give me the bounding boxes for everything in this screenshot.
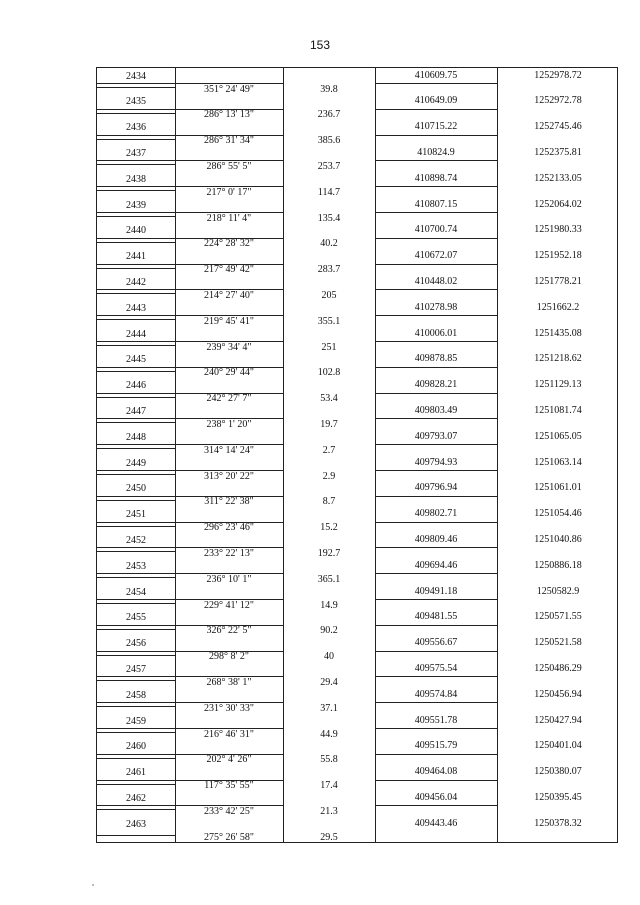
- row-divider: [97, 680, 175, 681]
- y-coordinate: 1252064.02: [534, 198, 582, 210]
- x-coordinate: 409556.67: [414, 637, 458, 649]
- row-divider: [375, 599, 497, 600]
- distance: 40.2: [320, 238, 338, 250]
- point-number: 2448: [126, 431, 146, 443]
- distance: 385.6: [317, 135, 341, 147]
- scan-artifact: [92, 884, 94, 886]
- distance: 192.7: [317, 547, 341, 559]
- point-number: 2462: [126, 792, 146, 804]
- distance: 283.7: [317, 264, 341, 276]
- direction-angle: 202° 4' 26": [206, 754, 252, 766]
- row-divider: [97, 706, 175, 707]
- direction-angle: 117° 35' 55": [204, 780, 254, 792]
- y-coordinate: 1251980.33: [534, 224, 582, 236]
- row-divider: [375, 315, 497, 316]
- y-coordinate: 1250395.45: [534, 791, 582, 803]
- point-number: 2435: [126, 96, 146, 108]
- row-divider: [97, 87, 175, 88]
- x-coordinate: 409464.08: [414, 766, 458, 778]
- row-divider: [375, 289, 497, 290]
- direction-angle: 311° 22' 38": [204, 496, 254, 508]
- column-divider: [283, 68, 284, 842]
- direction-angle: 240° 29' 44": [204, 367, 254, 379]
- direction-angle: 268° 38' 1": [206, 676, 252, 688]
- point-number: 2455: [126, 612, 146, 624]
- column-divider: [497, 68, 498, 842]
- y-coordinate: 1251081.74: [534, 404, 582, 416]
- row-divider: [375, 470, 497, 471]
- row-divider: [97, 629, 175, 630]
- y-coordinate: 1250456.94: [534, 688, 582, 700]
- row-divider: [375, 135, 497, 136]
- point-number: 2451: [126, 509, 146, 521]
- distance: 39.8: [320, 83, 338, 95]
- distance: 236.7: [317, 109, 341, 121]
- distance: 114.7: [317, 186, 341, 198]
- y-coordinate: 1250571.55: [534, 611, 582, 623]
- x-coordinate: 409803.49: [414, 404, 458, 416]
- direction-angle: 275° 26' 58": [204, 831, 254, 843]
- row-divider: [375, 547, 497, 548]
- row-divider: [97, 190, 175, 191]
- row-divider: [97, 500, 175, 501]
- y-coordinate: 1251435.08: [534, 327, 582, 339]
- row-divider: [97, 268, 175, 269]
- distance: 37.1: [320, 702, 338, 714]
- row-divider: [375, 367, 497, 368]
- column-divider: [375, 68, 376, 842]
- row-divider: [97, 113, 175, 114]
- distance: 355.1: [317, 315, 341, 327]
- distance: 21.3: [320, 805, 338, 817]
- direction-angle: 239° 34' 4": [206, 341, 252, 353]
- y-coordinate: 1250886.18: [534, 559, 582, 571]
- x-coordinate: 409694.46: [414, 559, 458, 571]
- x-coordinate: 409794.93: [414, 456, 458, 468]
- x-coordinate: 410700.74: [414, 224, 458, 236]
- direction-angle: 298° 8' 2": [209, 651, 249, 663]
- row-divider: [97, 397, 175, 398]
- row-divider: [375, 805, 497, 806]
- x-coordinate: 409796.94: [414, 482, 458, 494]
- point-number: 2443: [126, 302, 146, 314]
- row-divider: [97, 422, 175, 423]
- y-coordinate: 1251054.46: [534, 508, 582, 520]
- distance: 90.2: [320, 625, 338, 637]
- distance: 8.7: [322, 496, 336, 508]
- row-divider: [97, 371, 175, 372]
- point-number: 2456: [126, 638, 146, 650]
- row-divider: [97, 164, 175, 165]
- point-number: 2463: [126, 818, 146, 830]
- point-number: 2441: [126, 251, 146, 263]
- row-divider: [97, 242, 175, 243]
- direction-angle: 242° 27' 7": [206, 393, 252, 405]
- y-coordinate: 1250582.9: [536, 585, 580, 597]
- direction-angle: 231° 30' 33": [204, 702, 254, 714]
- row-divider: [97, 655, 175, 656]
- y-coordinate: 1250427.94: [534, 714, 582, 726]
- row-divider: [375, 754, 497, 755]
- row-divider: [375, 160, 497, 161]
- distance: 135.4: [317, 212, 341, 224]
- x-coordinate: 410448.02: [414, 275, 458, 287]
- row-divider: [375, 522, 497, 523]
- row-divider: [375, 625, 497, 626]
- distance: 2.7: [322, 444, 336, 456]
- direction-angle: 216° 46' 31": [204, 728, 254, 740]
- direction-angle: 229° 41' 12": [204, 599, 254, 611]
- x-coordinate: 409551.78: [414, 714, 458, 726]
- x-coordinate: 410672.07: [414, 250, 458, 262]
- row-divider: [97, 448, 175, 449]
- y-coordinate: 1251040.86: [534, 533, 582, 545]
- x-coordinate: 409828.21: [414, 379, 458, 391]
- direction-angle: 218° 11' 4": [206, 212, 252, 224]
- point-number: 2452: [126, 534, 146, 546]
- row-divider: [375, 496, 497, 497]
- direction-angle: 286° 55' 5": [206, 160, 252, 172]
- distance: 2.9: [322, 470, 336, 482]
- y-coordinate: 1252745.46: [534, 121, 582, 133]
- row-divider: [375, 418, 497, 419]
- y-coordinate: 1252133.05: [534, 172, 582, 184]
- point-number: 2444: [126, 328, 146, 340]
- row-divider: [375, 702, 497, 703]
- row-divider: [375, 444, 497, 445]
- row-divider: [375, 393, 497, 394]
- direction-angle: 238° 1' 20": [206, 418, 252, 430]
- distance: 29.4: [320, 676, 338, 688]
- y-coordinate: 1251662.2: [536, 301, 580, 313]
- row-divider: [375, 728, 497, 729]
- y-coordinate: 1250378.32: [534, 817, 582, 829]
- y-coordinate: 1252978.72: [534, 69, 582, 81]
- y-coordinate: 1251778.21: [534, 275, 582, 287]
- direction-angle: 233° 22' 13": [204, 547, 254, 559]
- distance: 102.8: [317, 367, 341, 379]
- row-divider: [375, 264, 497, 265]
- x-coordinate: 409443.46: [414, 817, 458, 829]
- distance: 14.9: [320, 599, 338, 611]
- direction-angle: 214° 27' 40": [204, 289, 254, 301]
- x-coordinate: 410898.74: [414, 172, 458, 184]
- x-coordinate: 410278.98: [414, 301, 458, 313]
- distance: 40: [324, 651, 334, 663]
- distance: 251: [321, 341, 337, 353]
- y-coordinate: 1251218.62: [534, 353, 582, 365]
- row-divider: [97, 732, 175, 733]
- direction-angle: 219° 45' 41": [204, 315, 254, 327]
- distance: 365.1: [317, 573, 341, 585]
- point-number: 2449: [126, 457, 146, 469]
- y-coordinate: 1252972.78: [534, 95, 582, 107]
- row-divider: [97, 293, 175, 294]
- point-number: 2446: [126, 380, 146, 392]
- row-divider: [97, 758, 175, 759]
- x-coordinate: 409491.18: [414, 585, 458, 597]
- distance: 205: [321, 289, 337, 301]
- x-coordinate: 410649.09: [414, 95, 458, 107]
- point-number: 2438: [126, 173, 146, 185]
- x-coordinate: 410609.75: [414, 69, 458, 81]
- y-coordinate: 1251063.14: [534, 456, 582, 468]
- x-coordinate: 409802.71: [414, 508, 458, 520]
- row-divider: [375, 780, 497, 781]
- row-divider: [97, 577, 175, 578]
- point-number: 2442: [126, 276, 146, 288]
- direction-angle: 217° 0' 17": [206, 186, 252, 198]
- x-coordinate: 410006.01: [414, 327, 458, 339]
- direction-angle: 233° 42' 25": [204, 805, 254, 817]
- point-number: 2457: [126, 663, 146, 675]
- direction-angle: 351° 24' 49": [204, 83, 254, 95]
- point-number: 2461: [126, 767, 146, 779]
- distance: 17.4: [320, 780, 338, 792]
- point-number: 2460: [126, 741, 146, 753]
- point-number: 2437: [126, 147, 146, 159]
- row-divider: [375, 212, 497, 213]
- point-number: 2434: [126, 70, 146, 82]
- direction-angle: 236° 10' 1": [206, 573, 252, 585]
- row-divider: [97, 784, 175, 785]
- direction-angle: 296° 23' 46": [204, 522, 254, 534]
- row-divider: [375, 651, 497, 652]
- y-coordinate: 1250401.04: [534, 740, 582, 752]
- row-divider: [375, 109, 497, 110]
- row-divider: [97, 216, 175, 217]
- x-coordinate: 410807.15: [414, 198, 458, 210]
- distance: 29.5: [320, 831, 338, 843]
- row-divider: [375, 83, 497, 84]
- x-coordinate: 410824.9: [417, 146, 455, 158]
- row-divider: [97, 603, 175, 604]
- row-divider: [97, 835, 175, 836]
- y-coordinate: 1251952.18: [534, 250, 582, 262]
- x-coordinate: 409878.85: [414, 353, 458, 365]
- y-coordinate: 1250380.07: [534, 766, 582, 778]
- row-divider: [97, 526, 175, 527]
- coordinates-table: [96, 67, 618, 843]
- point-number: 2458: [126, 689, 146, 701]
- distance: 15.2: [320, 522, 338, 534]
- y-coordinate: 1250521.58: [534, 637, 582, 649]
- distance: 253.7: [317, 160, 341, 172]
- point-number: 2439: [126, 199, 146, 211]
- direction-angle: 217° 49' 42": [204, 264, 254, 276]
- page-number: 153: [309, 38, 331, 52]
- point-number: 2436: [126, 122, 146, 134]
- distance: 53.4: [320, 393, 338, 405]
- row-divider: [97, 474, 175, 475]
- row-divider: [375, 341, 497, 342]
- row-divider: [97, 345, 175, 346]
- point-number: 2450: [126, 483, 146, 495]
- x-coordinate: 409456.04: [414, 791, 458, 803]
- row-divider: [375, 238, 497, 239]
- row-divider: [97, 551, 175, 552]
- x-coordinate: 410715.22: [414, 121, 458, 133]
- direction-angle: 286° 31' 34": [204, 135, 254, 147]
- x-coordinate: 409515.79: [414, 740, 458, 752]
- direction-angle: 224° 28' 32": [204, 238, 254, 250]
- y-coordinate: 1251129.13: [534, 379, 582, 391]
- distance: 44.9: [320, 728, 338, 740]
- row-divider: [375, 676, 497, 677]
- row-divider: [375, 186, 497, 187]
- x-coordinate: 409481.55: [414, 611, 458, 623]
- row-divider: [375, 573, 497, 574]
- point-number: 2447: [126, 405, 146, 417]
- y-coordinate: 1251061.01: [534, 482, 582, 494]
- point-number: 2454: [126, 586, 146, 598]
- column-divider: [175, 68, 176, 842]
- point-number: 2453: [126, 560, 146, 572]
- direction-angle: 326° 22' 5": [206, 625, 252, 637]
- y-coordinate: 1251065.05: [534, 430, 582, 442]
- direction-angle: 313° 20' 22": [204, 470, 254, 482]
- distance: 19.7: [320, 418, 338, 430]
- y-coordinate: 1250486.29: [534, 662, 582, 674]
- x-coordinate: 409574.84: [414, 688, 458, 700]
- y-coordinate: 1252375.81: [534, 146, 582, 158]
- row-divider: [97, 809, 175, 810]
- x-coordinate: 409809.46: [414, 533, 458, 545]
- row-divider: [97, 139, 175, 140]
- direction-angle: 286° 13' 13": [204, 109, 254, 121]
- point-number: 2459: [126, 715, 146, 727]
- point-number: 2440: [126, 225, 146, 237]
- x-coordinate: 409793.07: [414, 430, 458, 442]
- row-divider: [97, 319, 175, 320]
- direction-angle: 314° 14' 24": [204, 444, 254, 456]
- distance: 55.8: [320, 754, 338, 766]
- point-number: 2445: [126, 354, 146, 366]
- x-coordinate: 409575.54: [414, 662, 458, 674]
